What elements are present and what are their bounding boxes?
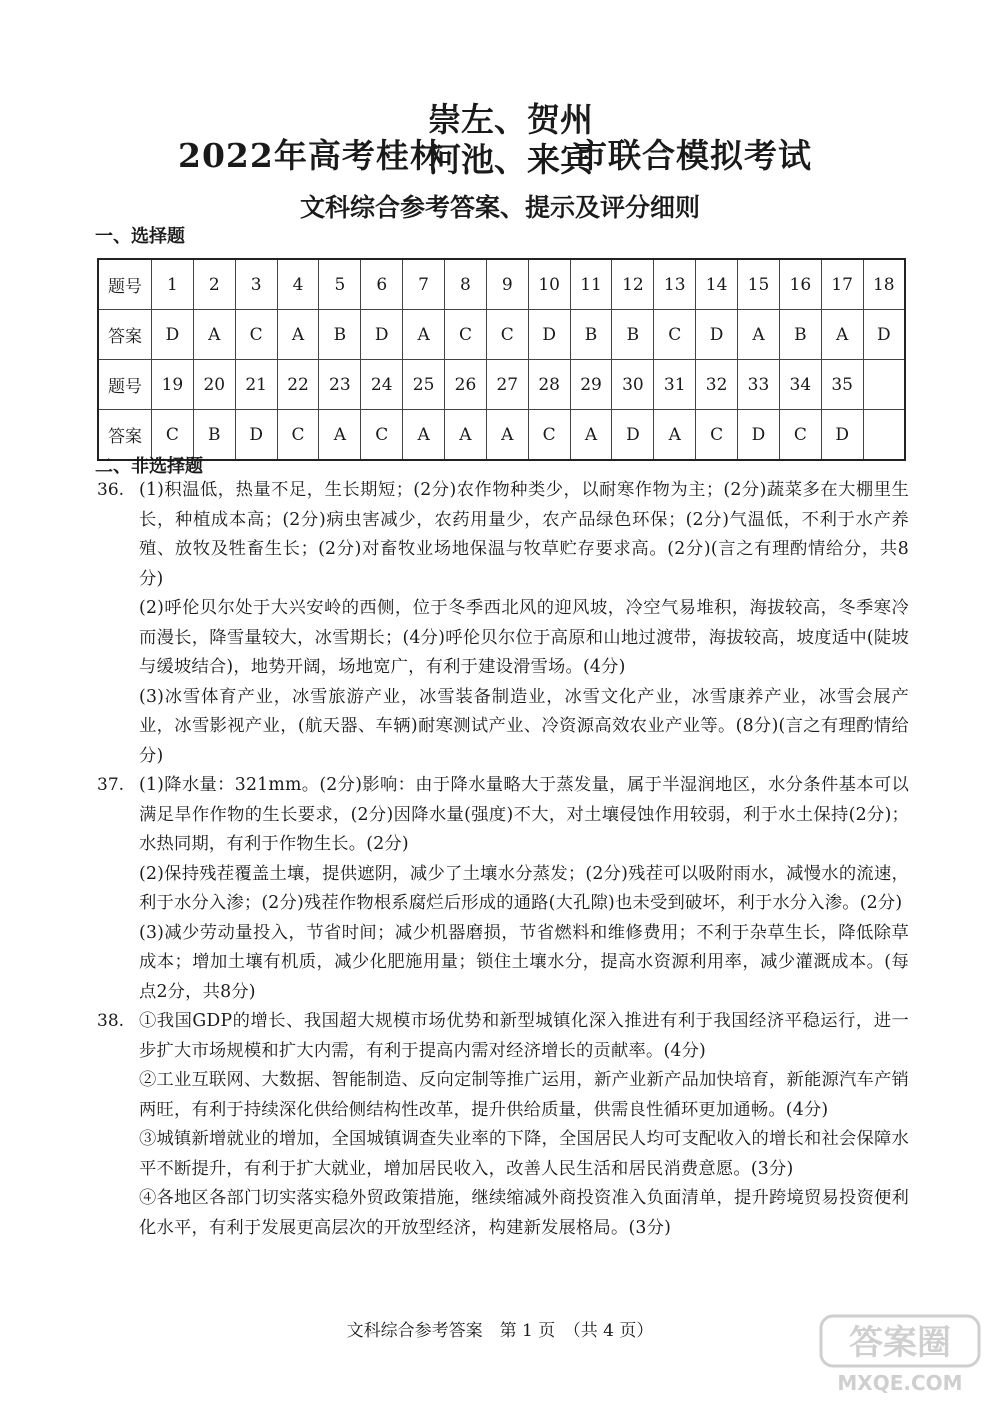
answer-cell: C <box>779 410 821 461</box>
answer-cell: A <box>319 410 361 461</box>
answer-cell: B <box>193 410 235 461</box>
question-number-cell: 31 <box>654 360 696 410</box>
answer-cell: B <box>779 310 821 360</box>
question-number-cell: 2 <box>193 259 235 310</box>
question-number-cell: 12 <box>612 259 654 310</box>
answer-cell: A <box>193 310 235 360</box>
answer-label: 答案 <box>98 310 152 360</box>
answer-cell: D <box>152 310 194 360</box>
answer-cell: A <box>403 310 445 360</box>
question-number-cell: 23 <box>319 360 361 410</box>
answer-cell: C <box>528 410 570 461</box>
question-number-cell: 25 <box>403 360 445 410</box>
answer-cell: B <box>319 310 361 360</box>
exam-title <box>0 100 1000 200</box>
subtitle: 文科综合参考答案、提示及评分细则 <box>299 193 700 222</box>
question-36 <box>0 476 1000 771</box>
answer-paragraph: ②工业互联网、大数据、智能制造、反向定制等推广运用，新产业新产品加快培育，新能源汽车产销两旺，有利于持续深化供给侧结构性改革，提升供给质量，供需良性循环更加通畅。(4分) <box>139 1070 909 1120</box>
question-number: 38. <box>97 1011 125 1031</box>
question-number-cell: 15 <box>738 259 780 310</box>
answer-paragraph: (1)积温低，热量不足，生长期短；(2分)农作物种类少，以耐寒作物为主；(2分)蔬菜多在大棚里生长，种植成本高；(2分)病虫害减少，农药用量少，农产品绿色环保；(2分)气温低，不利于水产养殖、放牧及牲畜生长；(2分)对畜牧业场地保温与牧草贮存要求高。(2分)(言之有理酌情给分，共8分) <box>139 480 909 589</box>
question-number-cell: 18 <box>863 259 905 310</box>
answer-label: 答案 <box>98 410 152 461</box>
answer-paragraph: ④各地区各部门切实落实稳外贸政策措施，继续缩减外商投资准入负面清单，提升跨境贸易投资便利化水平，有利于发展更高层次的开放型经济，构建新发展格局。(3分) <box>139 1188 909 1238</box>
answer-cell: C <box>654 310 696 360</box>
logo-text: 答案圈 <box>849 1323 951 1363</box>
question-number-cell: 27 <box>486 360 528 410</box>
question-number: 36. <box>97 480 125 500</box>
answer-paragraph: ③城镇新增就业的增加，全国城镇调查失业率的下降，全国居民人均可支配收入的增长和社会保障水平不断提升，有利于扩大就业，增加居民收入，改善人民生活和居民消费意愿。(3分) <box>139 1129 909 1179</box>
question-number-cell: 34 <box>779 360 821 410</box>
question-number-cell: 10 <box>528 259 570 310</box>
question-number-cell: 30 <box>612 360 654 410</box>
question-number-cell: 35 <box>821 360 863 410</box>
table-row <box>98 410 905 461</box>
logo-url: MXQE.COM <box>837 1371 963 1395</box>
title-cities-top: 崇左、贺州 <box>428 100 593 139</box>
question-number: 37. <box>97 775 125 795</box>
question-label: 题号 <box>98 259 152 310</box>
question-number-cell: 16 <box>779 259 821 310</box>
answer-cell: A <box>486 410 528 461</box>
question-number-cell: 29 <box>570 360 612 410</box>
answer-cell: D <box>235 410 277 461</box>
question-number-cell: 8 <box>445 259 487 310</box>
section-choice-heading: 一、选择题 <box>95 226 185 247</box>
question-number-cell: 9 <box>486 259 528 310</box>
question-number-cell: 4 <box>277 259 319 310</box>
answer-cell: B <box>612 310 654 360</box>
answer-cell: D <box>821 410 863 461</box>
question-number-cell: 17 <box>821 259 863 310</box>
table-row <box>98 360 905 410</box>
answer-cell: D <box>528 310 570 360</box>
answer-cell: C <box>696 410 738 461</box>
question-38 <box>0 1007 1000 1243</box>
question-37 <box>0 771 1000 1007</box>
answer-paragraph: ①我国GDP的增长、我国超大规模市场优势和新型城镇化深入推进有利于我国经济平稳运行，进一步扩大市场规模和扩大内需，有利于提高内需对经济增长的贡献率。(4分) <box>139 1011 909 1061</box>
question-number-cell: 3 <box>235 259 277 310</box>
title-right: 市联合模拟考试 <box>574 136 812 175</box>
question-number-cell: 19 <box>152 360 194 410</box>
question-number-cell: 13 <box>654 259 696 310</box>
answer-cell: C <box>445 310 487 360</box>
answer-paragraph: (1)降水量：321mm。(2分)影响：由于降水量略大于蒸发量，属于半湿润地区，水分条件基本可以满足旱作作物的生长要求，(2分)因降水量(强度)不大，对土壤侵蚀作用较弱，利于水土保持(2分)；水热同期，有利于作物生长。(2分) <box>139 775 909 854</box>
section-nonchoice-heading: 二、非选择题 <box>95 456 203 477</box>
question-number-cell: 26 <box>445 360 487 410</box>
answers-body <box>0 470 1000 1243</box>
answer-cell: A <box>403 410 445 461</box>
question-label: 题号 <box>98 360 152 410</box>
page-footer: 文科综合参考答案 第 1 页 （共 4 页） <box>346 1321 654 1341</box>
answer-cell: A <box>277 310 319 360</box>
answer-paragraph: (3)减少劳动量投入，节省时间；减少机器磨损，节省燃料和维修费用；不利于杂草生长，降低除草成本；增加土壤有机质，减少化肥施用量；锁住土壤水分，提高水资源利用率，减少灌溉成本。(每点2分，共8分) <box>139 922 909 1002</box>
question-number-cell: 20 <box>193 360 235 410</box>
answer-cell: D <box>738 410 780 461</box>
title-cities-bottom: 河池、来宾 <box>428 140 593 179</box>
question-number-cell: 14 <box>696 259 738 310</box>
question-number-cell: 24 <box>361 360 403 410</box>
question-number-cell: 5 <box>319 259 361 310</box>
title-cities <box>428 100 593 180</box>
answer-cell: A <box>738 310 780 360</box>
answer-cell: D <box>863 310 905 360</box>
answer-cell: A <box>821 310 863 360</box>
answer-cell: B <box>570 310 612 360</box>
question-number-cell: 21 <box>235 360 277 410</box>
answer-cell: D <box>696 310 738 360</box>
question-number-cell: 6 <box>361 259 403 310</box>
answer-paragraph: (2)保持残茬覆盖土壤，提供遮阴，减少了土壤水分蒸发；(2分)残茬可以吸附雨水，减慢水的流速，利于水分入渗；(2分)残茬作物根系腐烂后形成的通路(大孔隙)也未受到破坏，利于水分入渗。(2分) <box>139 863 909 913</box>
answer-cell <box>863 410 905 461</box>
answer-paragraph: (2)呼伦贝尔处于大兴安岭的西侧，位于冬季西北风的迎风坡，冷空气易堆积，海拔较高，冬季寒冷而漫长，降雪量较大，冰雪期长；(4分)呼伦贝尔位于高原和山地过渡带，海拔较高，坡度适中(陡坡与缓坡结合)，地势开阔，场地宽广，有利于建设滑雪场。(4分) <box>139 598 909 677</box>
table-row <box>98 259 905 310</box>
question-number-cell: 11 <box>570 259 612 310</box>
answer-circle-logo <box>815 1310 985 1398</box>
table-row <box>98 310 905 360</box>
answer-cell: C <box>235 310 277 360</box>
question-number-cell: 22 <box>277 360 319 410</box>
question-number-cell: 32 <box>696 360 738 410</box>
title-left: 2022年高考桂林 <box>178 136 444 175</box>
answer-paragraph: (3)冰雪体育产业，冰雪旅游产业，冰雪装备制造业，冰雪文化产业，冰雪康养产业，冰雪会展产业，冰雪影视产业，(航天器、车辆)耐寒测试产业、冷资源高效农业产业等。(8分)(言之有理酌情给分) <box>139 686 909 766</box>
answer-cell: C <box>152 410 194 461</box>
answer-cell: C <box>486 310 528 360</box>
question-number-cell: 7 <box>403 259 445 310</box>
answer-cell: C <box>361 410 403 461</box>
answer-cell: D <box>361 310 403 360</box>
answer-table <box>97 258 906 461</box>
question-number-cell: 1 <box>152 259 194 310</box>
answer-cell: A <box>445 410 487 461</box>
answer-cell: A <box>570 410 612 461</box>
answer-cell: D <box>612 410 654 461</box>
answer-cell: A <box>654 410 696 461</box>
question-number-cell: 33 <box>738 360 780 410</box>
answer-cell: C <box>277 410 319 461</box>
question-number-cell: 28 <box>528 360 570 410</box>
question-number-cell <box>863 360 905 410</box>
